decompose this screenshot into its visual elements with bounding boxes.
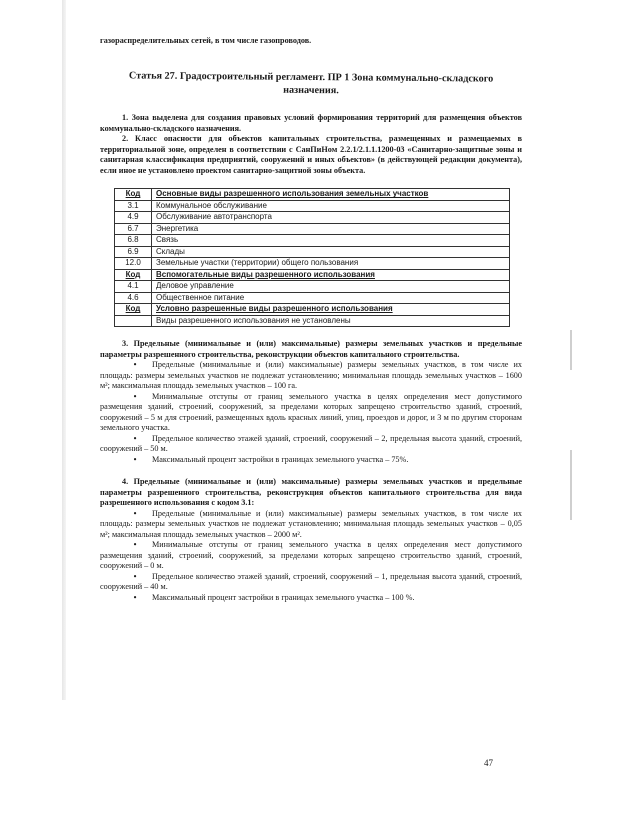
table-row: [115, 200, 510, 212]
table-cell-code: 12.0: [115, 258, 152, 270]
list-item-text: Минимальные отступы от границ земельного участка в целях определения мест допустимого размещения зданий, строений, сооружений, за пределами которых запрещено строительство зданий, строений, сооружений – 5 м для строений, размещенных вдоль красных линий, улиц, проездов и дорог, и 3 м по другим сторонам земельного участка.: [100, 391, 522, 433]
article-title: Статья 27. Градостроительный регламент. ПР 1 Зона коммунально-складского назначения.: [128, 69, 494, 97]
table-row: [115, 315, 510, 327]
table-cell-use-type: Общественное питание: [152, 292, 510, 304]
land-use-table: [114, 188, 510, 327]
scan-speck: [570, 450, 572, 520]
continuation-line: газораспределительных сетей, в том числе газопроводов.: [100, 36, 312, 45]
bullet-icon: •: [133, 540, 137, 550]
bullet-icon: •: [133, 571, 137, 581]
bullet-icon: •: [133, 433, 137, 443]
table-row: [115, 246, 510, 258]
table-cell-code: Код: [115, 304, 152, 316]
table-cell-code: 6.9: [115, 246, 152, 258]
list-item-text: Максимальный процент застройки в границах земельного участка – 100 %.: [152, 592, 415, 602]
table-cell-use-type: Коммунальное обслуживание: [152, 200, 510, 212]
table-cell-use-type: Условно разрешенные виды разрешенного использования: [152, 304, 510, 316]
table-row: [115, 235, 510, 247]
table-cell-code: 3.1: [115, 200, 152, 212]
section-4-list: [100, 509, 522, 604]
table-cell-use-type: Вспомогательные виды разрешенного использования: [152, 269, 510, 281]
bullet-icon: •: [133, 360, 137, 370]
intro-paragraph-1: 1. Зона выделена для создания правовых условий формирования территорий для размещения объектов коммунально-складского назначения.: [100, 113, 522, 133]
table-cell-use-type: Связь: [152, 235, 510, 247]
table-cell-use-type: Виды разрешенного использования не установлены: [152, 315, 510, 327]
table-cell-code: [115, 315, 152, 327]
bullet-icon: •: [133, 508, 137, 518]
scan-speck: [570, 330, 572, 370]
table-cell-code: 6.7: [115, 223, 152, 235]
intro-paragraph-2: 2. Класс опасности для объектов капитальных строительства, размещенных и размещаемых в территориальной зоне, определен в соответствии с СанПиНом 2.2.1/2.1.1.1200-03 «Санитарно-защитные зоны и санитарная классификация предприятий, сооружений и иных объектов» (в действующей редакции документа), если иное не установлено проектом санитарно-защитной зоны объекта.: [100, 134, 522, 175]
table-header-row: [115, 189, 510, 201]
table-row: [115, 212, 510, 224]
bullet-icon: •: [133, 592, 137, 602]
section-3-list: [100, 360, 522, 465]
list-item: [100, 455, 522, 466]
scan-left-edge: [62, 0, 66, 700]
table-cell-code: Код: [115, 189, 152, 201]
list-item-text: Предельные (минимальные и (или) максимальные) размеры земельных участков, в том числе их площадь: размеры земельных участков не подлежат установлению; минимальная площадь земельных участков – 0,05 м²; максимальная площадь земельных участков – 2000 м².: [100, 508, 522, 539]
table-cell-use-type: Основные виды разрешенного использования земельных участков: [152, 189, 510, 201]
table-cell-code: 6.8: [115, 235, 152, 247]
list-item: [100, 540, 522, 572]
table-cell-code: 4.9: [115, 212, 152, 224]
list-item-text: Максимальный процент застройки в границах земельного участка – 75%.: [152, 454, 409, 464]
list-item-text: Предельное количество этажей зданий, строений, сооружений – 2, предельная высота зданий, строений, сооружений – 50 м.: [100, 433, 522, 454]
page-number: 47: [484, 758, 493, 768]
list-item: [100, 509, 522, 541]
table-row: [115, 281, 510, 293]
table-cell-use-type: Склады: [152, 246, 510, 258]
table-row: [115, 292, 510, 304]
list-item: [100, 434, 522, 455]
list-item: [100, 572, 522, 593]
list-item-text: Минимальные отступы от границ земельного участка в целях определения мест допустимого размещения зданий, строений, сооружений, за пределами которых запрещено строительство зданий, строений, сооружений – 0 м.: [100, 540, 522, 571]
list-item-text: Предельные (минимальные и (или) максимальные) размеры земельных участков, в том числе их площадь: размеры земельных участков не подлежат установлению; минимальная площадь земельных участков – 1600 м²; максимальная площадь земельных участков – 100 га.: [100, 360, 522, 391]
table-row: [115, 258, 510, 270]
document-page: [100, 36, 522, 603]
list-item: [100, 392, 522, 434]
list-item: [100, 360, 522, 392]
table-cell-code: 4.6: [115, 292, 152, 304]
table-cell-use-type: Энергетика: [152, 223, 510, 235]
table-cell-use-type: Земельные участки (территории) общего пользования: [152, 258, 510, 270]
list-item-text: Предельное количество этажей зданий, строений, сооружений – 1, предельная высота зданий, строений, сооружений – 40 м.: [100, 571, 522, 592]
table-cell-code: Код: [115, 269, 152, 281]
table-row: [115, 223, 510, 235]
list-item: [100, 593, 522, 604]
table-cell-use-type: Деловое управление: [152, 281, 510, 293]
table-cell-use-type: Обслуживание автотранспорта: [152, 212, 510, 224]
table-header-row: [115, 269, 510, 281]
bullet-icon: •: [133, 454, 137, 464]
table-header-row: [115, 304, 510, 316]
bullet-icon: •: [133, 391, 137, 401]
section-3-title: 3. Предельные (минимальные и (или) максимальные) размеры земельных участков и предельные параметры разрешенного строительства, реконструкции объектов капитального строительства.: [100, 339, 522, 359]
table-cell-code: 4.1: [115, 281, 152, 293]
section-4-title: 4. Предельные (минимальные и (или) максимальные) размеры земельных участков и предельные параметры разрешенного строительства, реконструкция объектов капитального строительства для вида разрешенного использования с кодом 3.1:: [100, 477, 522, 508]
